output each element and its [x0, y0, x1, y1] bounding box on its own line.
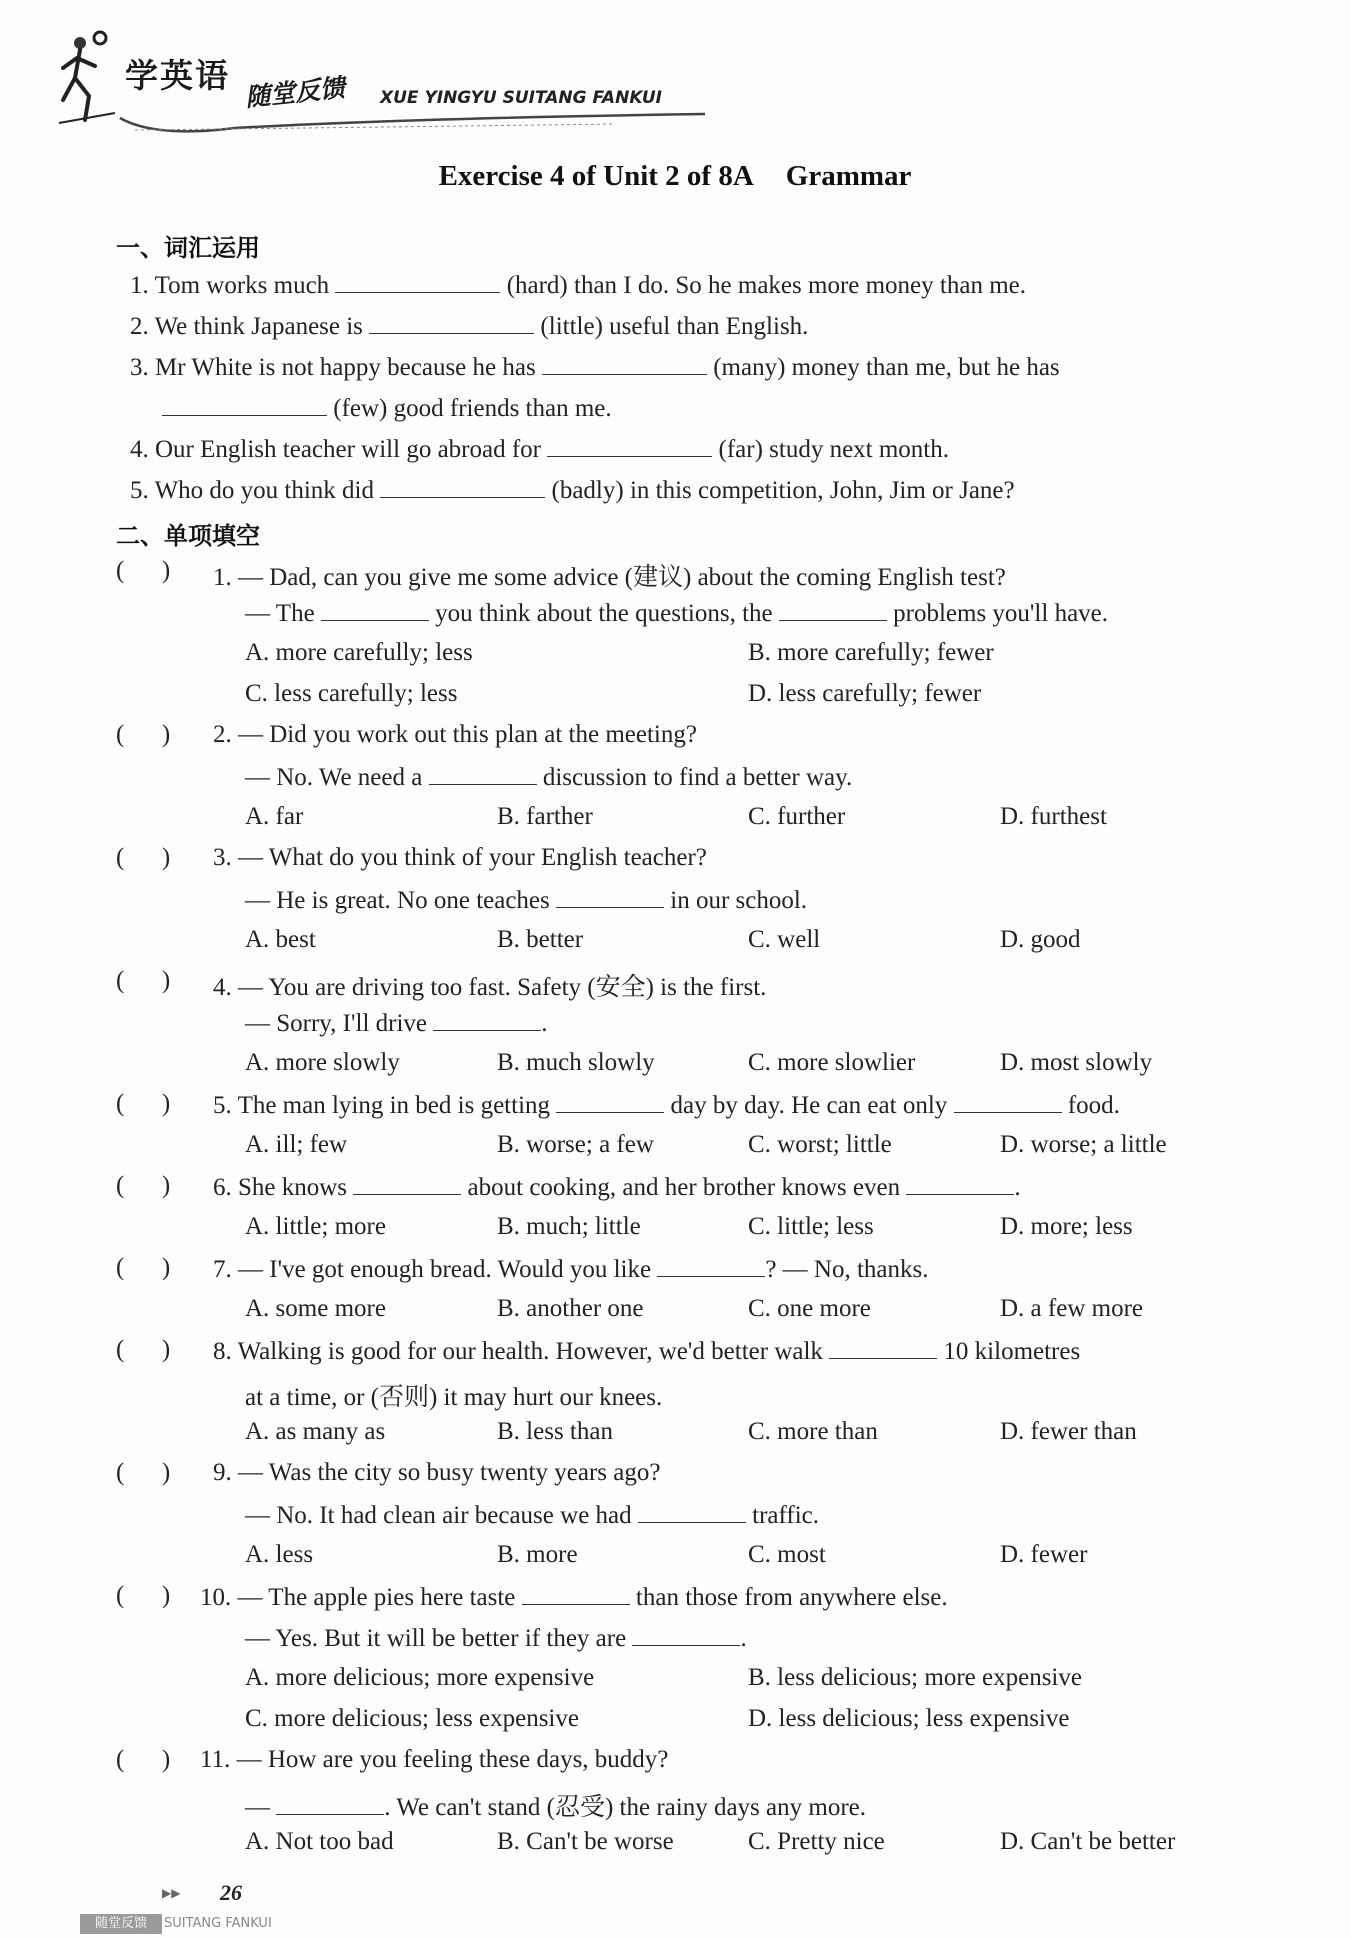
page-title	[0, 160, 1350, 193]
question-11-line2: — . We can't stand (忍受) the rainy days any more.	[245, 1794, 867, 1821]
answer-blank[interactable]	[556, 885, 664, 908]
question-10: 10. — The apple pies here taste than those from anywhere else.	[200, 1584, 948, 1611]
question-8: 8. Walking is good for our health. However, we'd better walk 10 kilometres	[213, 1338, 1081, 1365]
option-d[interactable]: D. less carefully; fewer	[748, 680, 982, 707]
footer-arrow-icon: ▶▶	[162, 1886, 181, 1900]
option-b[interactable]: B. much; little	[497, 1213, 641, 1240]
answer-blank[interactable]	[276, 1792, 384, 1815]
topic-title: Grammar	[785, 160, 912, 192]
option-b[interactable]: B. more	[497, 1541, 578, 1568]
footer-label	[80, 1914, 290, 1934]
option-c[interactable]: C. most	[748, 1541, 826, 1568]
option-a[interactable]: A. more delicious; more expensive	[245, 1664, 595, 1691]
vocab-item-1: 1. Tom works much (hard) than I do. So he makes more money than me.	[130, 272, 1026, 299]
option-d[interactable]: D. less delicious; less expensive	[748, 1705, 1070, 1732]
question-8-line2: at a time, or (否则) it may hurt our knees.	[245, 1384, 663, 1411]
book-title-en: XUE YINGYU SUITANG FANKUI	[380, 88, 663, 108]
option-c[interactable]: C. worst; little	[748, 1131, 892, 1158]
option-b[interactable]: B. less than	[497, 1418, 613, 1445]
section-heading-multiple-choice: 二、单项填空	[116, 522, 260, 550]
question-3-line2: — He is great. No one teaches in our school.	[245, 887, 808, 914]
answer-blank[interactable]	[954, 1090, 1062, 1113]
option-a[interactable]: A. little; more	[245, 1213, 386, 1240]
option-a[interactable]: A. best	[245, 926, 316, 953]
answer-blank[interactable]	[429, 762, 537, 785]
option-a[interactable]: A. far	[245, 803, 304, 830]
question-10-line2: — Yes. But it will be better if they are .	[245, 1625, 747, 1652]
option-d[interactable]: D. a few more	[1000, 1295, 1143, 1322]
answer-bracket[interactable]: ( )	[116, 1090, 171, 1117]
option-b[interactable]: B. more carefully; fewer	[748, 639, 994, 666]
option-d[interactable]: D. good	[1000, 926, 1081, 953]
answer-blank[interactable]	[657, 1254, 765, 1277]
footer-label-cn: 随堂反馈	[80, 1914, 162, 1934]
option-a[interactable]: A. less	[245, 1541, 314, 1568]
question-2: 2. — Did you work out this plan at the meeting?	[213, 721, 697, 748]
option-b[interactable]: B. farther	[497, 803, 593, 830]
option-d[interactable]: D. worse; a little	[1000, 1131, 1167, 1158]
page-number: 26	[220, 1880, 242, 1905]
option-c[interactable]: C. more slowlier	[748, 1049, 916, 1076]
question-3: 3. — What do you think of your English teacher?	[213, 844, 707, 871]
vocab-item-5: 5. Who do you think did (badly) in this competition, John, Jim or Jane?	[130, 477, 1015, 504]
option-c[interactable]: C. less carefully; less	[245, 680, 458, 707]
option-a[interactable]: A. Not too bad	[245, 1828, 394, 1855]
answer-blank[interactable]	[829, 1336, 937, 1359]
answer-bracket[interactable]: ( )	[116, 844, 171, 871]
question-1: 1. — Dad, can you give me some advice (建议) about the coming English test?	[213, 564, 1006, 591]
option-a[interactable]: A. more carefully; less	[245, 639, 473, 666]
answer-bracket[interactable]: ( )	[116, 1746, 171, 1773]
answer-blank[interactable]	[369, 311, 534, 334]
option-d[interactable]: D. furthest	[1000, 803, 1107, 830]
answer-bracket[interactable]: ( )	[116, 1582, 171, 1609]
option-b[interactable]: B. worse; a few	[497, 1131, 654, 1158]
question-6: 6. She knows about cooking, and her brother knows even .	[213, 1174, 1021, 1201]
answer-bracket[interactable]: ( )	[116, 1254, 171, 1281]
answer-blank[interactable]	[779, 598, 887, 621]
answer-bracket[interactable]: ( )	[116, 557, 171, 584]
answer-blank[interactable]	[542, 352, 707, 375]
option-d[interactable]: D. fewer than	[1000, 1418, 1137, 1445]
answer-bracket[interactable]: ( )	[116, 1459, 171, 1486]
option-c[interactable]: C. Pretty nice	[748, 1828, 885, 1855]
option-c[interactable]: C. one more	[748, 1295, 871, 1322]
option-a[interactable]: A. ill; few	[245, 1131, 348, 1158]
question-4-line2: — Sorry, I'll drive .	[245, 1010, 548, 1037]
answer-bracket[interactable]: ( )	[116, 967, 171, 994]
option-a[interactable]: A. more slowly	[245, 1049, 400, 1076]
question-4: 4. — You are driving too fast. Safety (安全) is the first.	[213, 974, 767, 1001]
section-heading-vocabulary: 一、词汇运用	[116, 234, 260, 262]
answer-bracket[interactable]: ( )	[116, 1336, 171, 1363]
answer-blank[interactable]	[547, 434, 712, 457]
answer-blank[interactable]	[433, 1008, 541, 1031]
answer-blank[interactable]	[638, 1500, 746, 1523]
option-b[interactable]: B. Can't be worse	[497, 1828, 674, 1855]
option-c[interactable]: C. little; less	[748, 1213, 874, 1240]
option-c[interactable]: C. more than	[748, 1418, 878, 1445]
option-b[interactable]: B. less delicious; more expensive	[748, 1664, 1082, 1691]
book-header	[55, 28, 685, 128]
question-5: 5. The man lying in bed is getting day by day. He can eat only food.	[213, 1092, 1120, 1119]
book-title-cn: 学英语	[125, 56, 230, 95]
question-11: 11. — How are you feeling these days, buddy?	[200, 1746, 669, 1773]
option-c[interactable]: C. further	[748, 803, 846, 830]
answer-bracket[interactable]: ( )	[116, 721, 171, 748]
option-d[interactable]: D. Can't be better	[1000, 1828, 1176, 1855]
question-9-line2: — No. It had clean air because we had traffic.	[245, 1502, 819, 1529]
option-c[interactable]: C. more delicious; less expensive	[245, 1705, 579, 1732]
answer-blank[interactable]	[632, 1623, 740, 1646]
option-b[interactable]: B. better	[497, 926, 584, 953]
answer-blank[interactable]	[556, 1090, 664, 1113]
question-9: 9. — Was the city so busy twenty years ago?	[213, 1459, 661, 1486]
answer-bracket[interactable]: ( )	[116, 1172, 171, 1199]
option-d[interactable]: D. most slowly	[1000, 1049, 1153, 1076]
option-b[interactable]: B. much slowly	[497, 1049, 655, 1076]
answer-blank[interactable]	[380, 475, 545, 498]
answer-blank[interactable]	[162, 393, 327, 416]
answer-blank[interactable]	[522, 1582, 630, 1605]
answer-blank[interactable]	[353, 1172, 461, 1195]
answer-blank[interactable]	[906, 1172, 1014, 1195]
question-7: 7. — I've got enough bread. Would you like ? — No, thanks.	[213, 1256, 929, 1283]
option-d[interactable]: D. more; less	[1000, 1213, 1133, 1240]
option-d[interactable]: D. fewer	[1000, 1541, 1088, 1568]
book-subtitle-cn: 随堂反馈	[243, 72, 347, 113]
question-2-line2: — No. We need a discussion to find a better way.	[245, 764, 853, 791]
question-1-line2: — The you think about the questions, the problems you'll have.	[245, 600, 1109, 627]
answer-blank[interactable]	[321, 598, 429, 621]
vocab-item-3: 3. Mr White is not happy because he has (many) money than me, but he has	[130, 354, 1060, 381]
vocab-item-4: 4. Our English teacher will go abroad for (far) study next month.	[130, 436, 950, 463]
footer-label-en: SUITANG FANKUI	[164, 1916, 272, 1931]
option-a[interactable]: A. some more	[245, 1295, 386, 1322]
option-a[interactable]: A. as many as	[245, 1418, 386, 1445]
option-c[interactable]: C. well	[748, 926, 821, 953]
option-b[interactable]: B. another one	[497, 1295, 644, 1322]
answer-blank[interactable]	[335, 270, 500, 293]
vocab-item-3-cont: (few) good friends than me.	[162, 393, 612, 423]
exercise-title: Exercise 4 of Unit 2 of 8A	[438, 160, 754, 192]
vocab-item-2: 2. We think Japanese is (little) useful than English.	[130, 313, 809, 340]
